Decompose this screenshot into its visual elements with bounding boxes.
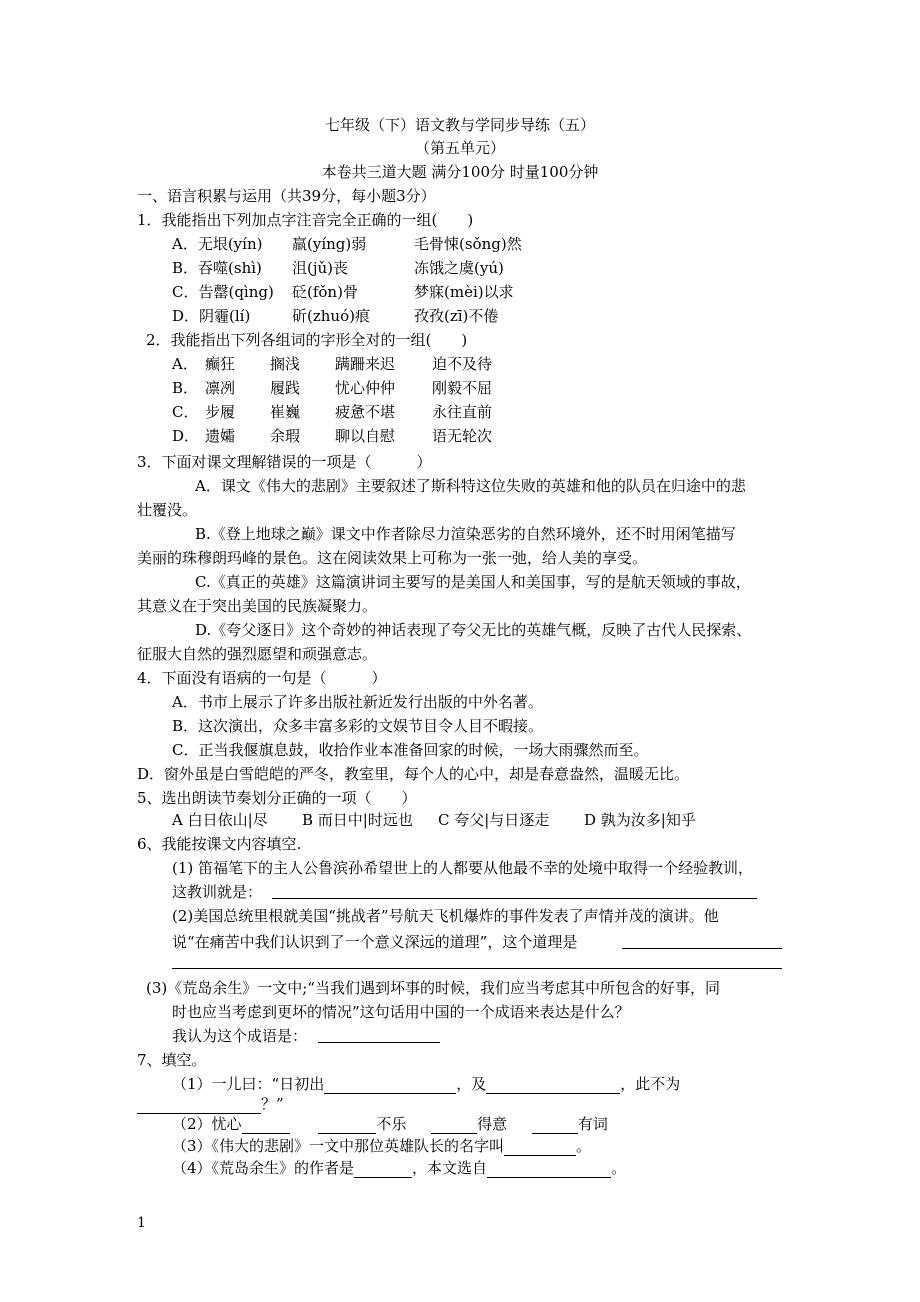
q3-option-a-line1: A．课文《伟大的悲剧》主要叙述了斯科特这位失败的英雄和他的队员在归途中的悲 — [195, 477, 746, 495]
q1-option-d: D．阴霾(lí) 斫(zhuó)痕 孜孜(zī)不倦 — [172, 307, 499, 325]
q7-blank-1[interactable] — [324, 1077, 456, 1094]
exam-title: 七年级（下）语文教与学同步导练（五） — [324, 116, 595, 134]
q6-part3-answer-blank[interactable] — [318, 1042, 440, 1043]
q6-part3-line3: 我认为这个成语是： — [172, 1027, 308, 1045]
q6-part3-line2: 时也应当考虑到更坏的情况”这句话用中国的一个成语来表达是什么？ — [172, 1003, 630, 1021]
question-2-stem: 2．我能指出下列各组词的字形全对的一组( ) — [146, 331, 468, 349]
exam-info: 本卷共三道大题 满分100分 时量100分钟 — [321, 163, 599, 181]
q6-part2-line2: 说“在痛苦中我们认识到了一个意义深远的道理”，这个道理是 — [172, 933, 578, 951]
q3-option-c-line2: 其意义在于突出美国的民族凝聚力。 — [137, 597, 378, 615]
q4-option-a: A．书市上展示了许多出版社新近发行出版的中外名著。 — [172, 693, 543, 711]
q4-option-c: C．正当我偃旗息鼓，收拾作业本准备回家的时候，一场大雨骤然而至。 — [172, 741, 649, 759]
question-5-stem: 5、选出朗读节奏划分正确的一项（ ） — [137, 789, 417, 807]
q5-options: A 白日依山|尽 B 而日中|时远也 C 夸父|与日逐走 D 孰为汝多|知乎 — [172, 811, 696, 829]
question-6-stem: 6、我能按课文内容填空. — [137, 835, 302, 853]
q6-part1-line1: (1) 笛福笔下的主人公鲁滨孙希望世上的人都要从他最不幸的处境中取得一个经验教训， — [172, 859, 754, 877]
q7-blank-7[interactable] — [532, 1117, 578, 1134]
q7-blank-4[interactable] — [242, 1117, 290, 1134]
question-1-stem: 1．我能指出下列加点字注音完全正确的一组( ) — [137, 211, 474, 229]
q3-option-b-line2: 美丽的珠穆朗玛峰的景色。这在阅读效果上可称为一张一弛，给人美的享受。 — [137, 549, 648, 567]
q2-option-c: C． 步履 崔巍 疲惫不堪 永往直前 — [172, 403, 493, 421]
q7-blank-3[interactable] — [137, 1097, 261, 1114]
section-heading: 一、语言积累与运用（共39分，每小题3分） — [137, 187, 436, 205]
q1-option-b: B．吞噬(shì) 沮(jǔ)丧 冻饿之虞(yú) — [172, 259, 504, 277]
q7-blank-8[interactable] — [504, 1139, 576, 1156]
q7-part1-line1: （1）一儿曰：“日初出 ，及 ，此不为 — [172, 1075, 681, 1093]
unit-subtitle: （第五单元） — [414, 139, 505, 157]
q7-part4: （4）《荒岛余生》的作者是 ，本文选自 。 — [172, 1159, 627, 1177]
q6-part1-answer-blank[interactable] — [272, 898, 757, 899]
q3-option-a-line2: 壮覆没。 — [137, 501, 198, 519]
q7-blank-5[interactable] — [318, 1117, 376, 1134]
q1-option-c: C．告罄(qìng) 砭(fǒn)骨 梦寐(mèi)以求 — [172, 283, 514, 301]
q6-part2-answer-blank[interactable] — [622, 948, 782, 949]
q2-option-d: D． 遗孀 余瑕 聊以自慰 语无轮次 — [172, 427, 493, 445]
question-4-stem: 4．下面没有语病的一句是（ ） — [137, 669, 387, 687]
q3-option-d-line2: 征服大自然的强烈愿望和顽强意志。 — [137, 645, 378, 663]
q7-part3: （3）《伟大的悲剧》一文中那位英雄队长的名字叫 。 — [172, 1137, 592, 1155]
q6-part2-line1: (2)美国总统里根就美国“挑战者”号航天飞机爆炸的事件发表了声情并茂的演讲。他 — [172, 907, 719, 925]
q7-part1-line2: ？” — [137, 1094, 284, 1116]
q6-part1-line2: 这教训就是： — [172, 883, 263, 901]
q7-blank-2[interactable] — [486, 1077, 620, 1094]
q4-option-b: B．这次演出，众多丰富多彩的文娱节目令人目不暇接。 — [172, 717, 544, 735]
q3-option-d-line1: D.《夸父逐日》这个奇妙的神话表现了夸父无比的英雄气概，反映了古代人民探索、 — [195, 621, 752, 639]
q7-part2: （2）忧心 不乐 得意 有词 — [172, 1115, 608, 1133]
page-number: 1 — [137, 1215, 146, 1231]
q2-option-a: A． 癫狂 搁浅 蹒跚来迟 迫不及待 — [172, 355, 493, 373]
question-3-stem: 3．下面对课文理解错误的一项是（ ） — [137, 453, 432, 471]
q2-option-b: B． 凛冽 履践 忧心仲仲 刚毅不屈 — [172, 379, 493, 397]
q7-blank-10[interactable] — [487, 1161, 611, 1178]
q1-option-a: A．无垠(yín) 羸(yíng)弱 毛骨悚(sǒng)然 — [172, 235, 522, 253]
q3-option-b-line1: B.《登上地球之巅》课文中作者除尽力渲染恶劣的自然环境外，还不时用闲笔描写 — [195, 525, 736, 543]
q7-blank-9[interactable] — [354, 1161, 412, 1178]
question-7-stem: 7、填空。 — [137, 1051, 207, 1069]
q6-part2-answer-blank-line2[interactable] — [172, 968, 782, 969]
q4-option-d: D．窗外虽是白雪皑皑的严冬，教室里，每个人的心中，却是春意盎然，温暖无比。 — [137, 765, 690, 783]
q3-option-c-line1: C.《真正的英雄》这篇演讲词主要写的是美国人和美国事，写的是航天领域的事故， — [195, 573, 751, 591]
q6-part3-line1: (3)《荒岛余生》一文中;“当我们遇到坏事的时候，我们应当考虑其中所包含的好事，同 — [146, 979, 720, 997]
q7-blank-6[interactable] — [431, 1117, 477, 1134]
